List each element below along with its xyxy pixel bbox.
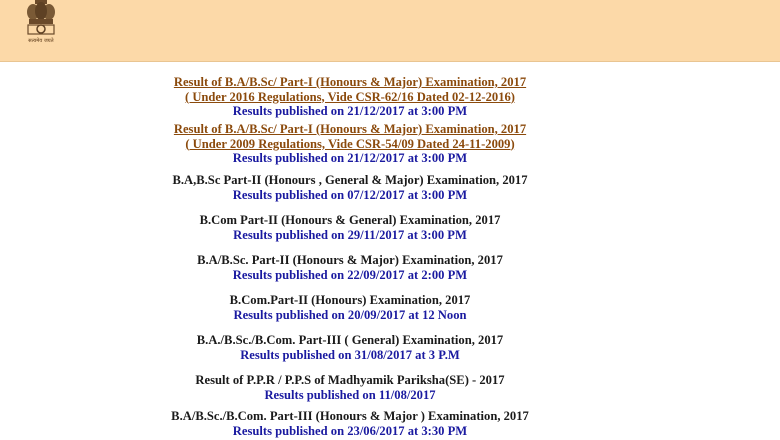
emblem-motto: सत्यमेव जयते [28,38,54,44]
result-date-2: Results published on 21/12/2017 at 3:00 PM [232,151,468,165]
result-date-5: Results published on 22/09/2017 at 2:00 PM [232,267,468,282]
result-title-6: B.Com.Part-II (Honours) Examination, 2017 [229,293,471,307]
result-entry-5 [0,253,700,282]
result-link-2-regulation[interactable]: ( Under 2009 Regulations, Vide CSR-54/09 Dated 24-11-2009) [185,136,515,151]
result-title-4: B.Com Part-II (Honours & General) Examination, 2017 [199,213,501,227]
result-date-1: Results published on 21/12/2017 at 3:00 PM [232,104,468,118]
result-entry-2 [0,122,700,166]
result-date-9: Results published on 23/06/2017 at 3:30 PM [232,423,468,438]
result-entry-3 [0,173,700,202]
result-title-5: B.A/B.Sc. Part-II (Honours & Major) Examination, 2017 [197,253,503,267]
result-link-2[interactable]: Result of B.A/B.Sc/ Part-I (Honours & Major) Examination, 2017 [173,122,527,136]
result-date-8: Results published on 11/08/2017 [264,387,436,402]
result-date-4: Results published on 29/11/2017 at 3:00 PM [233,227,467,242]
result-title-3: B.A,B.Sc Part-II (Honours , General & Major) Examination, 2017 [172,173,528,187]
result-date-7: Results published on 31/08/2017 at 3 P.M [240,347,460,362]
result-link-1-regulation[interactable]: ( Under 2016 Regulations, Vide CSR-62/16 Dated 02-12-2016) [184,89,515,104]
result-entry-8 [0,373,700,402]
result-entry-7 [0,333,700,362]
results-list [0,62,780,440]
result-link-1[interactable]: Result of B.A/B.Sc/ Part-I (Honours & Major) Examination, 2017 [173,75,527,89]
result-entry-4 [0,213,700,242]
result-title-7: B.A./B.Sc./B.Com. Part-III ( General) Examination, 2017 [196,333,504,347]
result-entry-1 [0,75,700,119]
result-entry-9 [0,409,700,438]
result-title-8: Result of P.P.R / P.P.S of Madhyamik Pariksha(SE) - 2017 [195,373,505,387]
result-date-6: Results published on 20/09/2017 at 12 Noon [233,307,467,322]
result-date-3: Results published on 07/12/2017 at 3:00 PM [232,187,468,202]
page-header [0,0,780,62]
result-title-9: B.A/B.Sc./B.Com. Part-III (Honours & Major ) Examination, 2017 [171,409,529,423]
result-entry-6 [0,293,700,322]
